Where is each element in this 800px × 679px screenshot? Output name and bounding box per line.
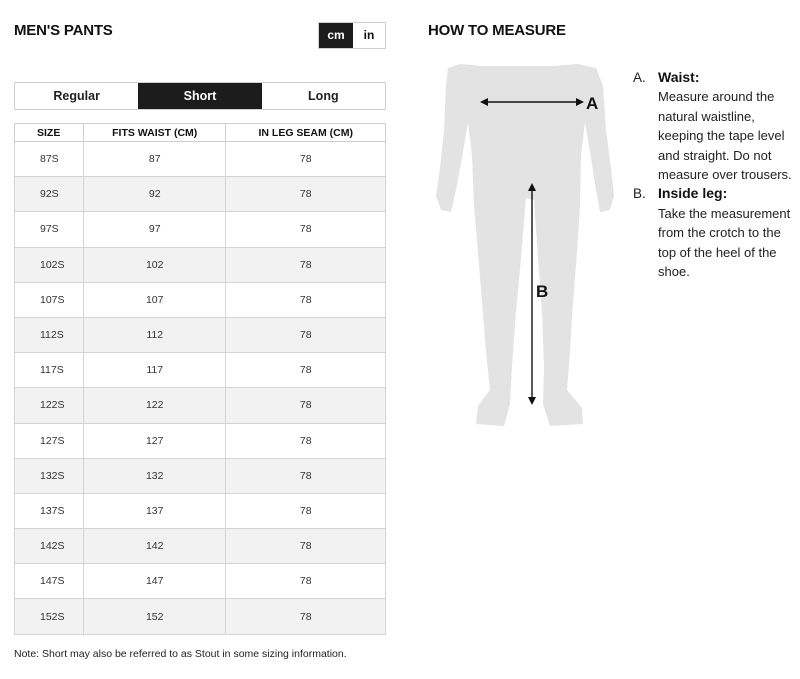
label-a: A bbox=[586, 94, 599, 113]
cell-waist: 92 bbox=[83, 177, 226, 212]
cell-size: 137S bbox=[15, 493, 84, 528]
cell-waist: 132 bbox=[83, 458, 226, 493]
instruction-heading: Inside leg: bbox=[658, 185, 728, 202]
how-to-measure-title: HOW TO MEASURE bbox=[428, 22, 566, 39]
table-row bbox=[15, 353, 386, 388]
unit-in-button[interactable]: in bbox=[353, 23, 385, 48]
instruction-text: Take the measurement from the crotch to the top of the heel of the shoe. bbox=[658, 205, 791, 280]
cell-size: 132S bbox=[15, 458, 84, 493]
footnote: Note: Short may also be referred to as Stout in some sizing information. bbox=[14, 648, 347, 660]
cell-waist: 152 bbox=[83, 599, 226, 634]
table-row bbox=[15, 423, 386, 458]
label-b: B bbox=[536, 282, 549, 301]
cell-waist: 107 bbox=[83, 282, 226, 317]
page-title: MEN'S PANTS bbox=[14, 22, 113, 39]
cell-leg: 78 bbox=[226, 142, 386, 177]
cell-waist: 147 bbox=[83, 564, 226, 599]
cell-leg: 78 bbox=[226, 458, 386, 493]
cell-leg: 78 bbox=[226, 493, 386, 528]
cell-size: 122S bbox=[15, 388, 84, 423]
tab-regular[interactable]: Regular bbox=[53, 89, 100, 103]
cell-leg: 78 bbox=[226, 177, 386, 212]
cell-size: 107S bbox=[15, 282, 84, 317]
instruction-text: Measure around the natural waistline, keeping the tape level and straight. Do not measure over trousers. bbox=[658, 89, 792, 183]
fit-tabs bbox=[14, 82, 386, 110]
table-row bbox=[15, 493, 386, 528]
cell-waist: 102 bbox=[83, 247, 226, 282]
cell-leg: 78 bbox=[226, 353, 386, 388]
table-header-row bbox=[15, 124, 386, 142]
body-silhouette bbox=[436, 64, 614, 426]
measure-instructions bbox=[633, 68, 793, 281]
cell-waist: 87 bbox=[83, 142, 226, 177]
table-row bbox=[15, 529, 386, 564]
cell-waist: 137 bbox=[83, 493, 226, 528]
cell-size: 142S bbox=[15, 529, 84, 564]
cell-leg: 78 bbox=[226, 529, 386, 564]
cell-waist: 142 bbox=[83, 529, 226, 564]
size-table bbox=[14, 123, 386, 635]
cell-leg: 78 bbox=[226, 599, 386, 634]
inside-leg-arrow bbox=[528, 183, 536, 405]
table-row bbox=[15, 177, 386, 212]
cell-size: 152S bbox=[15, 599, 84, 634]
table-row bbox=[15, 142, 386, 177]
unit-toggle bbox=[318, 22, 386, 49]
cell-waist: 97 bbox=[83, 212, 226, 247]
table-row bbox=[15, 212, 386, 247]
cell-size: 117S bbox=[15, 353, 84, 388]
cell-size: 147S bbox=[15, 564, 84, 599]
cell-leg: 78 bbox=[226, 317, 386, 352]
cell-leg: 78 bbox=[226, 388, 386, 423]
cell-waist: 127 bbox=[83, 423, 226, 458]
cell-size: 87S bbox=[15, 142, 84, 177]
instruction-heading: Waist: bbox=[658, 69, 700, 85]
instruction-waist bbox=[633, 68, 793, 184]
tab-long[interactable]: Long bbox=[308, 89, 339, 103]
table-row bbox=[15, 564, 386, 599]
table-row bbox=[15, 317, 386, 352]
cell-leg: 78 bbox=[226, 282, 386, 317]
instruction-inside-leg bbox=[633, 184, 793, 281]
cell-leg: 78 bbox=[226, 212, 386, 247]
cell-size: 102S bbox=[15, 247, 84, 282]
table-row bbox=[15, 247, 386, 282]
cell-waist: 122 bbox=[83, 388, 226, 423]
cell-size: 97S bbox=[15, 212, 84, 247]
header-size: SIZE bbox=[15, 124, 84, 142]
header-fits-waist: FITS WAIST (CM) bbox=[83, 124, 226, 142]
body-measurement-figure bbox=[420, 60, 630, 430]
table-row bbox=[15, 282, 386, 317]
cell-size: 127S bbox=[15, 423, 84, 458]
table-row bbox=[15, 458, 386, 493]
header-in-leg-seam: IN LEG SEAM (CM) bbox=[226, 124, 386, 142]
cell-waist: 112 bbox=[83, 317, 226, 352]
instruction-letter: B. bbox=[633, 186, 646, 202]
cell-leg: 78 bbox=[226, 423, 386, 458]
unit-cm-button[interactable]: cm bbox=[319, 23, 353, 48]
table-row bbox=[15, 388, 386, 423]
cell-size: 92S bbox=[15, 177, 84, 212]
cell-leg: 78 bbox=[226, 564, 386, 599]
cell-leg: 78 bbox=[226, 247, 386, 282]
instruction-letter: A. bbox=[633, 70, 646, 85]
table-row bbox=[15, 599, 386, 634]
cell-size: 112S bbox=[15, 317, 84, 352]
cell-waist: 117 bbox=[83, 353, 226, 388]
tab-short[interactable]: Short bbox=[138, 83, 261, 109]
